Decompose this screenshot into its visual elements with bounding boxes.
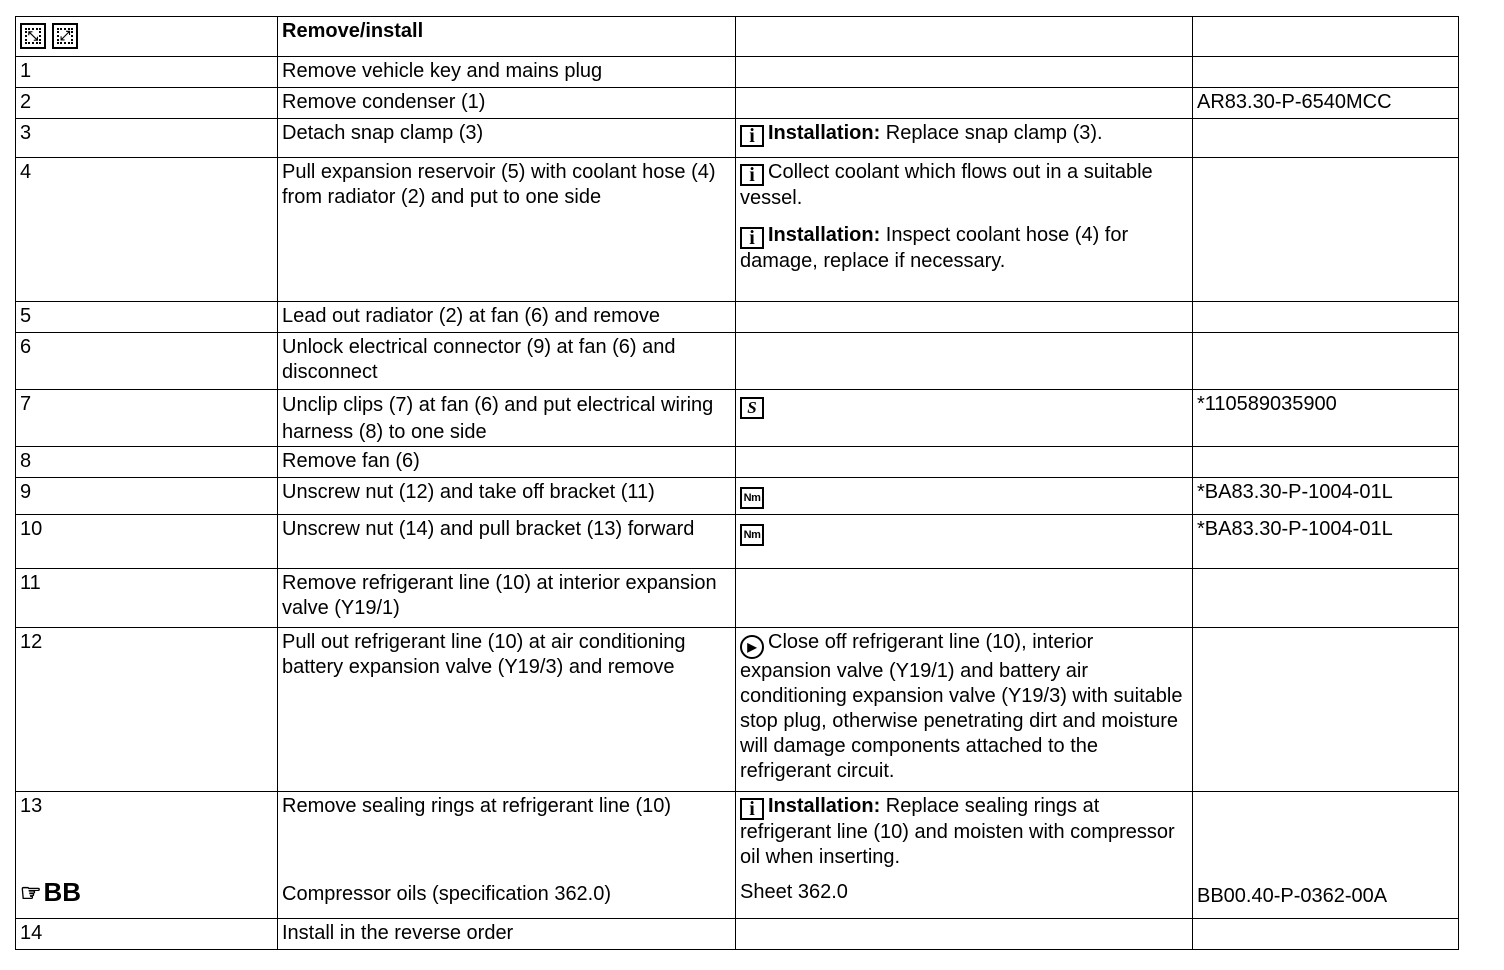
step-number-cell <box>16 792 278 919</box>
step-note <box>736 390 1193 447</box>
table-header-row <box>16 17 1459 57</box>
note-text: Inspect coolant hose (4) for damage, replace if necessary. <box>740 224 1129 272</box>
bb-reference <box>20 877 273 909</box>
note-label: Installation: <box>768 795 881 817</box>
step-note <box>736 158 1193 302</box>
step-text: Lead out radiator (2) at fan (6) and remove <box>278 302 736 333</box>
step-ref[interactable]: *BA83.30-P-1004-01L <box>1193 478 1459 515</box>
step-text: Remove condenser (1) <box>278 88 736 119</box>
table-row <box>16 478 1459 515</box>
step-number: 4 <box>16 158 278 302</box>
sub-step-text: Compressor oils (specification 362.0) <box>282 883 612 905</box>
step-text: Pull out refrigerant line (10) at air conditioning battery expansion valve (Y19/3) and remove <box>278 628 736 792</box>
sub-ref[interactable]: BB00.40-P-0362-00A <box>1197 885 1388 907</box>
step-number: 10 <box>16 515 278 569</box>
step-text-cell <box>278 792 736 919</box>
step-note <box>736 478 1193 515</box>
step-text: Remove refrigerant line (10) at interior expansion valve (Y19/1) <box>278 569 736 628</box>
step-number: 2 <box>16 88 278 119</box>
table-row <box>16 447 1459 478</box>
step-ref <box>1193 57 1459 88</box>
info-icon: i <box>740 227 764 249</box>
info-icon: i <box>740 164 764 186</box>
step-number: 8 <box>16 447 278 478</box>
table-row <box>16 88 1459 119</box>
pointing-hand-icon: ☞ <box>20 880 42 907</box>
table-row <box>16 792 1459 919</box>
step-number: 13 <box>20 795 43 817</box>
note-text: Collect coolant which flows out in a suitable vessel. <box>740 161 1153 209</box>
info-icon: i <box>740 798 764 820</box>
step-number: 12 <box>16 628 278 792</box>
bb-label: BB <box>43 877 82 907</box>
step-text: Unscrew nut (12) and take off bracket (11) <box>278 478 736 515</box>
special-tool-icon: S <box>740 397 764 419</box>
step-number: 1 <box>16 57 278 88</box>
step-number: 11 <box>16 569 278 628</box>
step-ref[interactable]: *BA83.30-P-1004-01L <box>1193 515 1459 569</box>
collapse-icon[interactable]: ⤢ <box>52 23 78 49</box>
step-text: Pull expansion reservoir (5) with coolant hose (4) from radiator (2) and put to one side <box>278 158 736 302</box>
step-number: 9 <box>16 478 278 515</box>
sub-note-text: Sheet 362.0 <box>740 881 848 903</box>
header-icons-cell <box>16 17 278 57</box>
step-text: Remove sealing rings at refrigerant line (10) <box>282 795 672 817</box>
table-row <box>16 158 1459 302</box>
table-row <box>16 569 1459 628</box>
table-row <box>16 57 1459 88</box>
step-text: Remove fan (6) <box>278 447 736 478</box>
step-text: Remove vehicle key and mains plug <box>278 57 736 88</box>
step-note <box>736 119 1193 158</box>
torque-icon: Nm <box>740 487 764 509</box>
table-row <box>16 302 1459 333</box>
step-number: 6 <box>16 333 278 390</box>
step-text: Install in the reverse order <box>278 919 736 950</box>
procedure-table <box>15 16 1459 950</box>
step-ref[interactable]: AR83.30-P-6540MCC <box>1193 88 1459 119</box>
step-ref[interactable]: *110589035900 <box>1193 390 1459 447</box>
table-row <box>16 390 1459 447</box>
step-note <box>736 515 1193 569</box>
step-text: Unlock electrical connector (9) at fan (6) and disconnect <box>278 333 736 390</box>
note-label: Installation: <box>768 122 881 144</box>
step-note <box>736 792 1193 919</box>
step-number: 3 <box>16 119 278 158</box>
step-text: Unscrew nut (14) and pull bracket (13) forward <box>278 515 736 569</box>
note-text: Close off refrigerant line (10), interior expansion valve (Y19/1) and battery air conditioning expansion valve (Y19/3) with suitable stop plug, otherwise penetrating dirt and moisture will damage components attached to the refrigerant circuit. <box>740 631 1183 782</box>
caution-icon: ▶ <box>740 635 764 659</box>
step-number: 7 <box>16 390 278 447</box>
step-text: Unclip clips (7) at fan (6) and put electrical wiring harness (8) to one side <box>278 390 736 447</box>
table-row <box>16 119 1459 158</box>
table-row <box>16 515 1459 569</box>
expand-icon[interactable]: ⤡ <box>20 23 46 49</box>
note-label: Installation: <box>768 224 881 246</box>
torque-icon: Nm <box>740 524 764 546</box>
step-number: 14 <box>16 919 278 950</box>
info-icon: i <box>740 125 764 147</box>
header-title: Remove/install <box>278 17 736 57</box>
table-row <box>16 628 1459 792</box>
note-text: Replace sealing rings at refrigerant line (10) and moisten with compressor oil when inserting. <box>740 795 1175 868</box>
step-note <box>736 628 1193 792</box>
step-number: 5 <box>16 302 278 333</box>
table-row <box>16 919 1459 950</box>
note-text: Replace snap clamp (3). <box>885 122 1103 144</box>
step-ref-cell <box>1193 792 1459 919</box>
step-text: Detach snap clamp (3) <box>278 119 736 158</box>
table-row <box>16 333 1459 390</box>
